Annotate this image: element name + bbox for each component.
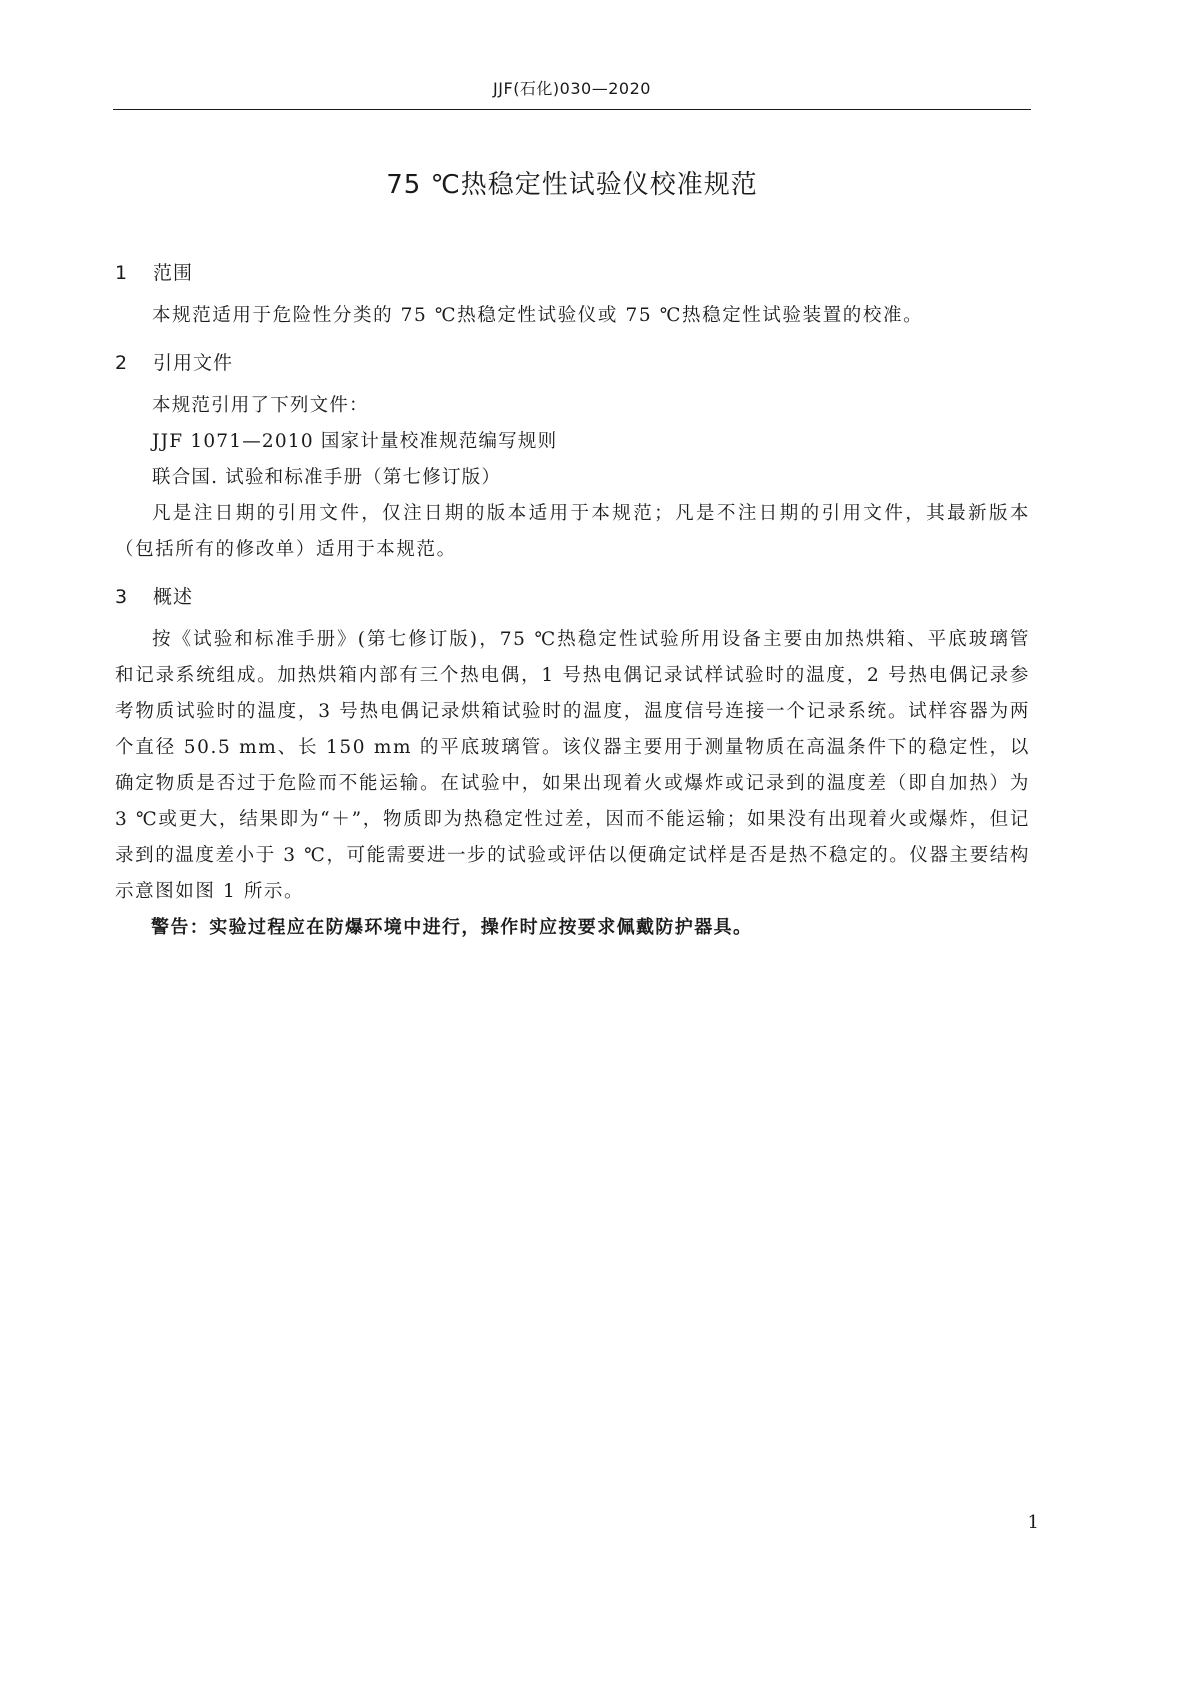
section-heading	[115, 348, 1030, 378]
page-number: 1	[1027, 1512, 1039, 1533]
page-header: JJF(石化)030—2020	[493, 79, 651, 98]
section-title: 概述	[153, 586, 194, 608]
section-references	[115, 348, 1030, 568]
reference-item: JJF 1071—2010 国家计量校准规范编写规则	[152, 431, 558, 452]
section-heading	[115, 258, 1030, 288]
paragraph: 本规范适用于危险性分类的 75 ℃热稳定性试验仪或 75 ℃热稳定性试验装置的校准。	[152, 305, 924, 326]
warning-text: 警告：实验过程应在防爆环境中进行，操作时应按要求佩戴防护器具。	[151, 917, 753, 938]
paragraph: 凡是注日期的引用文件，仅注日期的版本适用于本规范；凡是不注日期的引用文件，其最新版本（包括所有的修改单）适用于本规范。	[115, 503, 1030, 560]
section-number: 3	[115, 586, 129, 608]
header-rule	[113, 109, 1031, 110]
section-heading	[115, 582, 1030, 612]
document-body	[115, 258, 1030, 946]
section-number: 1	[115, 262, 129, 284]
section-number: 2	[115, 352, 129, 374]
section-title: 引用文件	[153, 352, 234, 374]
section-overview	[115, 582, 1030, 946]
paragraph: 本规范引用了下列文件：	[152, 395, 369, 416]
document-title: 75 ℃热稳定性试验仪校准规范	[386, 170, 758, 200]
paragraph: 按《试验和标准手册》(第七修订版)，75 ℃热稳定性试验所用设备主要由加热烘箱、平底玻璃管和记录系统组成。加热烘箱内部有三个热电偶，1 号热电偶记录试样试验时的温度，2 号热电偶记录参考物质试验时的温度，3 号热电偶记录烘箱试验时的温度，温度信号连接一个记录系统。试样容器为两个直径 50.5 mm、长 150 mm 的平底玻璃管。该仪器主要用于测量物质在高温条件下的稳定性，以确定物质是否过于危险而不能运输。在试验中，如果出现着火或爆炸或记录到的温度差（即自加热）为3 ℃或更大，结果即为“＋”，物质即为热稳定性过差，因而不能运输；如果没有出现着火或爆炸，但记录到的温度差小于 3 ℃，可能需要进一步的试验或评估以便确定试样是否是热不稳定的。仪器主要结构示意图如图 1 所示。	[115, 629, 1030, 902]
section-title: 范围	[153, 262, 194, 284]
reference-item: 联合国. 试验和标准手册（第七修订版）	[152, 467, 502, 488]
section-scope	[115, 258, 1030, 334]
